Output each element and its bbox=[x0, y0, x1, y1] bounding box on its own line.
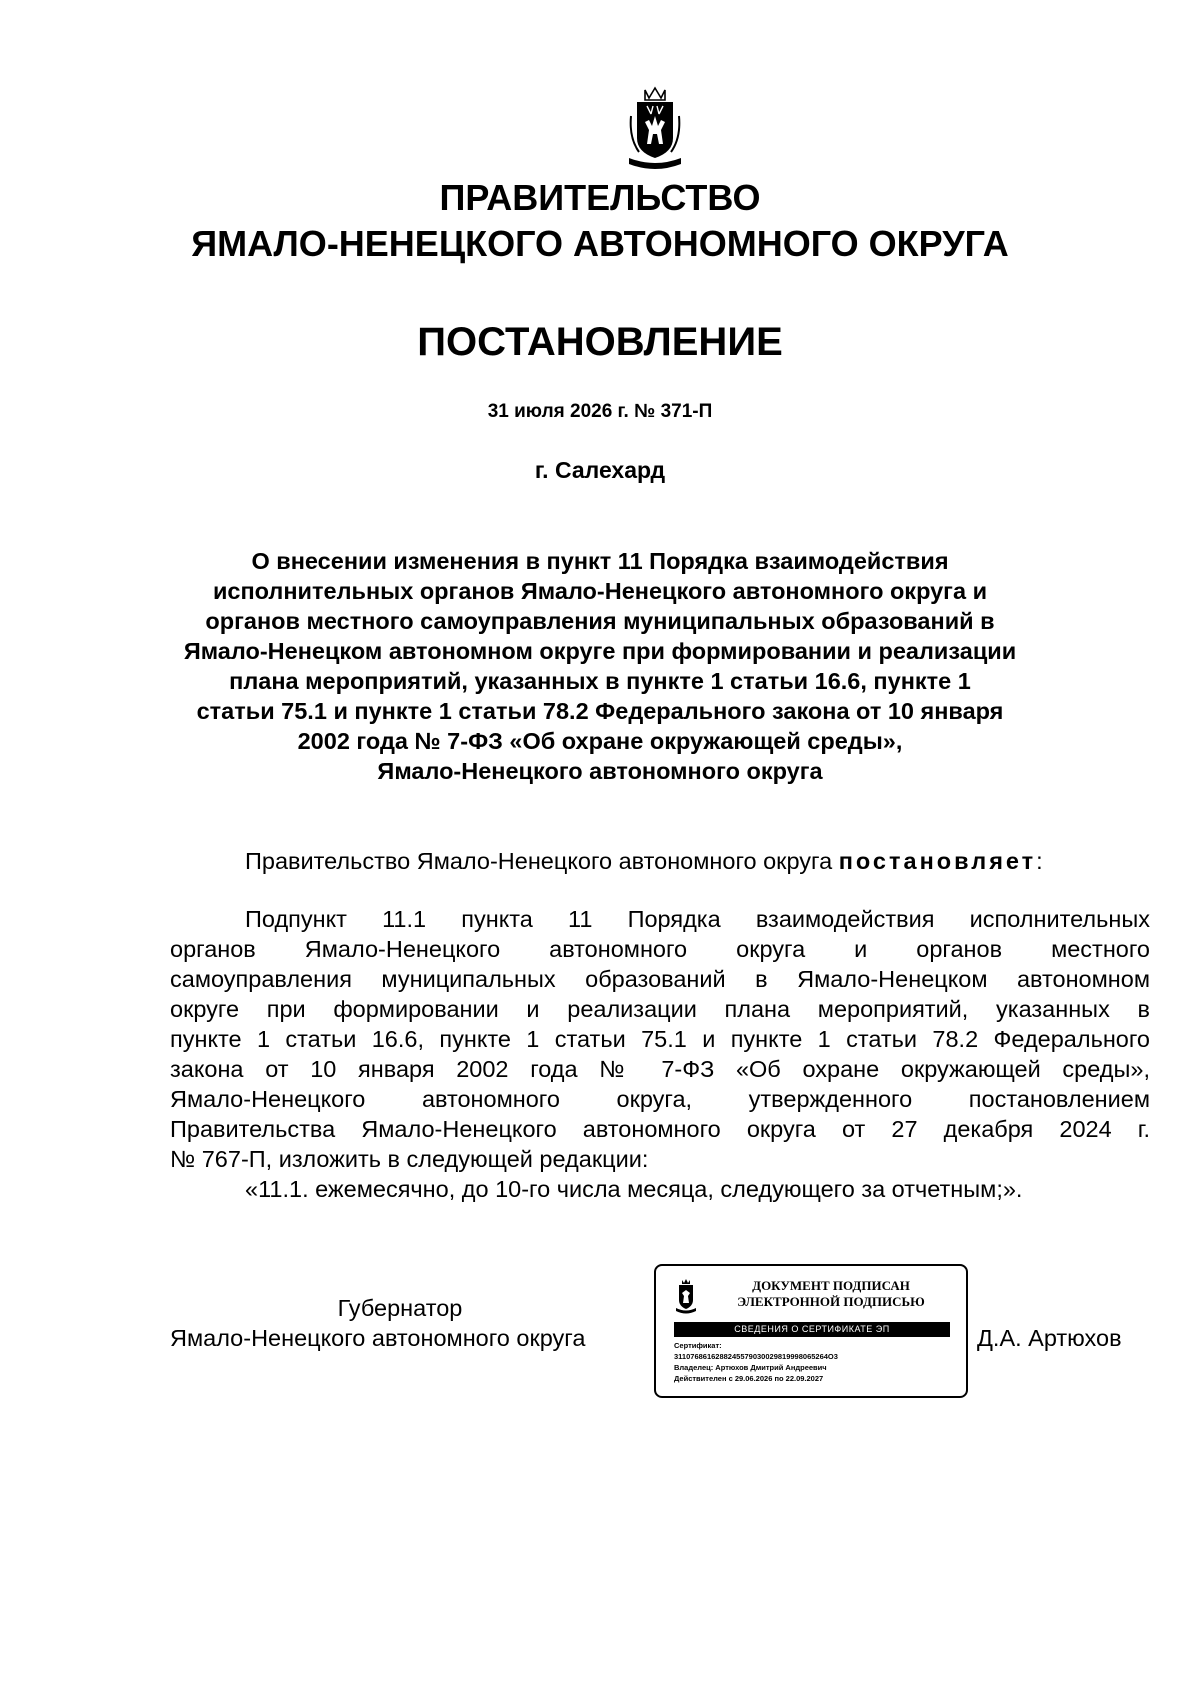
body-line: органов Ямало-Ненецкого автономного округа и органов местного bbox=[170, 936, 1150, 962]
stamp-certificate-label: Сертификат: bbox=[674, 1341, 722, 1350]
stamp-title-line2: ЭЛЕКТРОННОЙ ПОДПИСЬЮ bbox=[737, 1294, 925, 1309]
preamble-colon: : bbox=[1036, 848, 1043, 874]
small-coat-of-arms-icon bbox=[674, 1278, 698, 1314]
body-line: самоуправления муниципальных образований в Ямало-Ненецком автономном bbox=[170, 966, 1150, 992]
title-line: плана мероприятий, указанных в пункте 1 статьи 16.6, пункте 1 bbox=[229, 668, 971, 694]
decree-body bbox=[170, 904, 1150, 1174]
organization-name-line2: ЯМАЛО-НЕНЕЦКОГО АВТОНОМНОГО ОКРУГА bbox=[191, 223, 1009, 264]
title-line: О внесении изменения в пункт 11 Порядка взаимодействия bbox=[251, 548, 949, 574]
stamp-details bbox=[674, 1340, 960, 1384]
preamble bbox=[170, 846, 1150, 876]
title-line: органов местного самоуправления муниципальных образований в bbox=[205, 608, 995, 634]
body-line: № 767-П, изложить в следующей редакции: bbox=[170, 1146, 649, 1172]
body-line: Ямало-Ненецкого автономного округа, утвержденного постановлением bbox=[170, 1086, 1150, 1112]
title-line: Ямало-Ненецком автономном округе при формировании и реализации bbox=[183, 638, 1017, 664]
document-type: ПОСТАНОВЛЕНИЕ bbox=[417, 320, 783, 364]
document-city: г. Салехард bbox=[534, 457, 666, 483]
organization-name-line1: ПРАВИТЕЛЬСТВО bbox=[439, 177, 761, 218]
preamble-keyword: постановляет bbox=[838, 848, 1037, 874]
body-line: пункте 1 статьи 16.6, пункте 1 статьи 75.1 и пункте 1 статьи 78.2 Федерального bbox=[170, 1026, 1150, 1052]
signatory-organization: Ямало-Ненецкого автономного округа bbox=[170, 1325, 586, 1351]
title-line: Ямало-Ненецкого автономного округа bbox=[377, 758, 823, 784]
stamp-title bbox=[708, 1278, 954, 1310]
stamp-certificate-value: 3110768616288245579030029819998065264O3 bbox=[674, 1352, 838, 1361]
coat-of-arms-icon bbox=[625, 86, 685, 172]
signatory-name: Д.А. Артюхов bbox=[977, 1325, 1122, 1351]
body-line: Подпункт 11.1 пункта 11 Порядка взаимодействия исполнительных bbox=[245, 906, 1150, 932]
body-line: округе при формировании и реализации плана мероприятий, указанных в bbox=[170, 996, 1150, 1022]
stamp-title-line1: ДОКУМЕНТ ПОДПИСАН bbox=[752, 1278, 910, 1293]
document-title bbox=[150, 546, 1050, 786]
title-line: 2002 года № 7-ФЗ «Об охране окружающей среды», bbox=[297, 728, 903, 754]
title-line: исполнительных органов Ямало-Ненецкого автономного округа и bbox=[212, 578, 988, 604]
title-line: статьи 75.1 и пункте 1 статьи 78.2 Федерального закона от 10 января bbox=[196, 698, 1004, 724]
signatory-position: Губернатор bbox=[337, 1295, 463, 1321]
amendment-quote: «11.1. ежемесячно, до 10-го числа месяца, следующего за отчетным;». bbox=[245, 1176, 1023, 1202]
electronic-signature-stamp bbox=[654, 1264, 968, 1398]
preamble-text: Правительство Ямало-Ненецкого автономного округа bbox=[245, 848, 839, 874]
stamp-validity: Действителен с 29.06.2026 по 22.09.2027 bbox=[674, 1374, 824, 1383]
body-line: Правительства Ямало-Ненецкого автономного округа от 27 декабря 2024 г. bbox=[170, 1116, 1150, 1142]
document-date-number: 31 июля 2026 г. № 371-П bbox=[487, 401, 713, 422]
stamp-owner: Владелец: Артюхов Дмитрий Андреевич bbox=[674, 1363, 827, 1372]
body-line: закона от 10 января 2002 года № 7-ФЗ «Об охране окружающей среды», bbox=[170, 1056, 1150, 1082]
stamp-certificate-bar: СВЕДЕНИЯ О СЕРТИФИКАТЕ ЭП bbox=[674, 1322, 950, 1337]
